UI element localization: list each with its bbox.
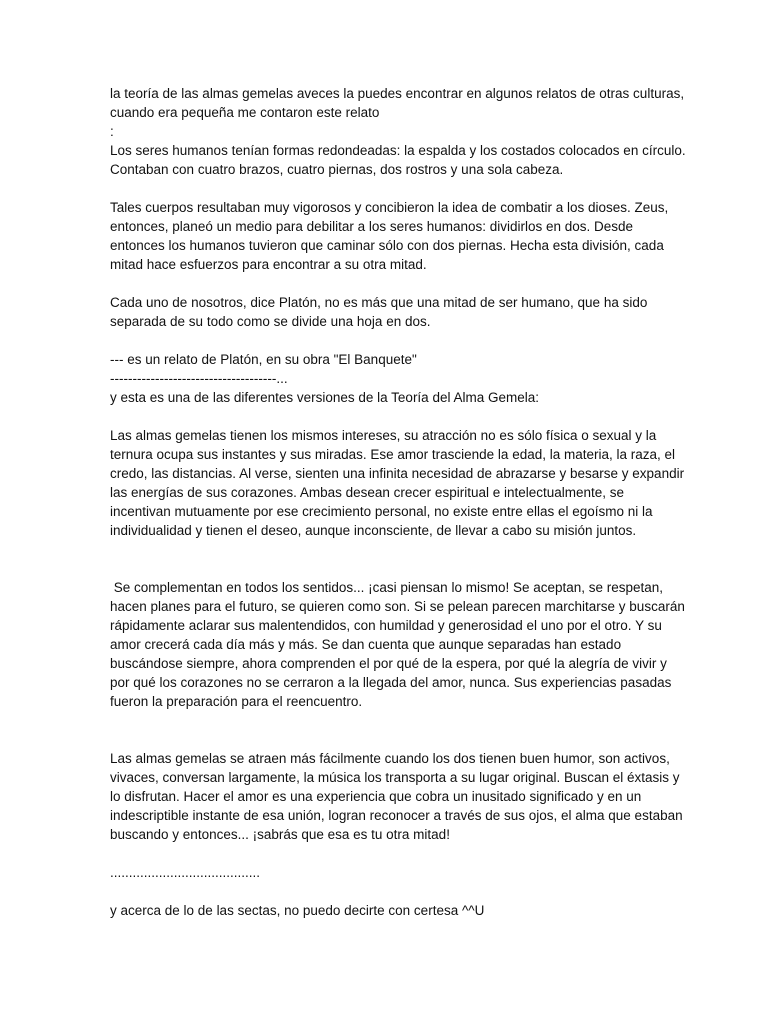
text-line: mitad hace esfuerzos para encontrar a su otra mitad. bbox=[110, 257, 427, 272]
text-line: incentivan mutuamente por ese crecimiento personal, no existe entre ellas el egoísmo ni la bbox=[110, 504, 653, 519]
text-line: las energías de sus corazones. Ambas desean crecer espiritual e intelectualmente, se bbox=[110, 485, 625, 500]
text-line: : bbox=[110, 124, 114, 139]
text-line: amor crecerá cada día más y más. Se dan cuenta que aunque separadas han estado bbox=[110, 637, 622, 652]
text-line: fueron la preparación para el reencuentro. bbox=[110, 694, 363, 709]
text-line: Los seres humanos tenían formas redondeadas: la espalda y los costados colocados en círculo. bbox=[110, 143, 686, 158]
text-line: buscándose siempre, ahora comprenden el por qué de la espera, por qué la alegría de vivir y bbox=[110, 656, 667, 671]
text-line: --- es un relato de Platón, en su obra "El Banquete" bbox=[110, 352, 417, 367]
text-line: ........................................ bbox=[110, 865, 261, 880]
text-line: indescriptible instante de esa unión, logran reconocer a través de sus ojos, el alma que estaban bbox=[110, 808, 683, 823]
document-body bbox=[110, 84, 686, 920]
text-line: vivaces, conversan largamente, la música los transporta a su lugar original. Buscan el éxtasis y bbox=[110, 770, 680, 785]
text-line: por qué los corazones no se cerraron a la llegada del amor, nunca. Sus experiencias pasadas bbox=[110, 675, 672, 690]
text-line: buscando y entonces... ¡sabrás que esa es tu otra mitad! bbox=[110, 827, 450, 842]
text-line: Contaban con cuatro brazos, cuatro piernas, dos rostros y una sola cabeza. bbox=[110, 162, 564, 177]
text-line: y acerca de lo de las sectas, no puedo decirte con certesa ^^U bbox=[110, 903, 485, 918]
paragraph-gap bbox=[110, 407, 662, 426]
text-line: la teoría de las almas gemelas aveces la puedes encontrar en algunos relatos de otras culturas, bbox=[110, 86, 685, 101]
text-line: rápidamente aclarar sus malentendidos, con humildad y generosidad el uno por el otro. Y su bbox=[110, 618, 662, 633]
text-line: entonces los humanos tuvieron que caminar sólo con dos piernas. Hecha esta división, cada bbox=[110, 238, 664, 253]
paragraph-gap bbox=[110, 274, 662, 293]
paragraph-gap bbox=[110, 540, 662, 578]
text-line: lo disfrutan. Hacer el amor es una experiencia que cobra un inusitado significado y en un bbox=[110, 789, 642, 804]
text-line: Cada uno de nosotros, dice Platón, no es más que una mitad de ser humano, que ha sido bbox=[110, 295, 648, 310]
text-line: Las almas gemelas se atraen más fácilmente cuando los dos tienen buen humor, son activos, bbox=[110, 751, 670, 766]
paragraph-gap bbox=[110, 179, 662, 198]
text-line: separada de su todo como se divide una hoja en dos. bbox=[110, 314, 431, 329]
text-line: -------------------------------------... bbox=[110, 371, 288, 386]
text-line: hacen planes para el futuro, se quieren como son. Si se pelean parecen marchitarse y buscarán bbox=[110, 599, 685, 614]
text-line: cuando era pequeña me contaron este relato bbox=[110, 105, 380, 120]
text-line: credo, las distancias. Al verse, sienten una infinita necesidad de abrazarse y besarse y expandir bbox=[110, 466, 685, 481]
paragraph-gap bbox=[110, 331, 662, 350]
text-line: ternura ocupa sus instantes y sus miradas. Ese amor trasciende la edad, la materia, la raza, el bbox=[110, 447, 676, 462]
text-line: Tales cuerpos resultaban muy vigorosos y concibieron la idea de combatir a los dioses. Zeus, bbox=[110, 200, 669, 215]
paragraph-gap bbox=[110, 711, 662, 749]
paragraph-gap bbox=[110, 844, 662, 863]
text-line: Se complementan en todos los sentidos... ¡casi piensan lo mismo! Se aceptan, se respetan, bbox=[110, 580, 664, 595]
text-line: y esta es una de las diferentes versiones de la Teoría del Alma Gemela: bbox=[110, 390, 539, 405]
text-line: individualidad y tienen el deseo, aunque inconsciente, de llevar a cabo su misión juntos. bbox=[110, 523, 637, 538]
text-line: Las almas gemelas tienen los mismos intereses, su atracción no es sólo física o sexual y la bbox=[110, 428, 657, 443]
text-line: entonces, planeó un medio para debilitar a los seres humanos: dividirlos en dos. Desde bbox=[110, 219, 634, 234]
paragraph-gap bbox=[110, 882, 662, 901]
